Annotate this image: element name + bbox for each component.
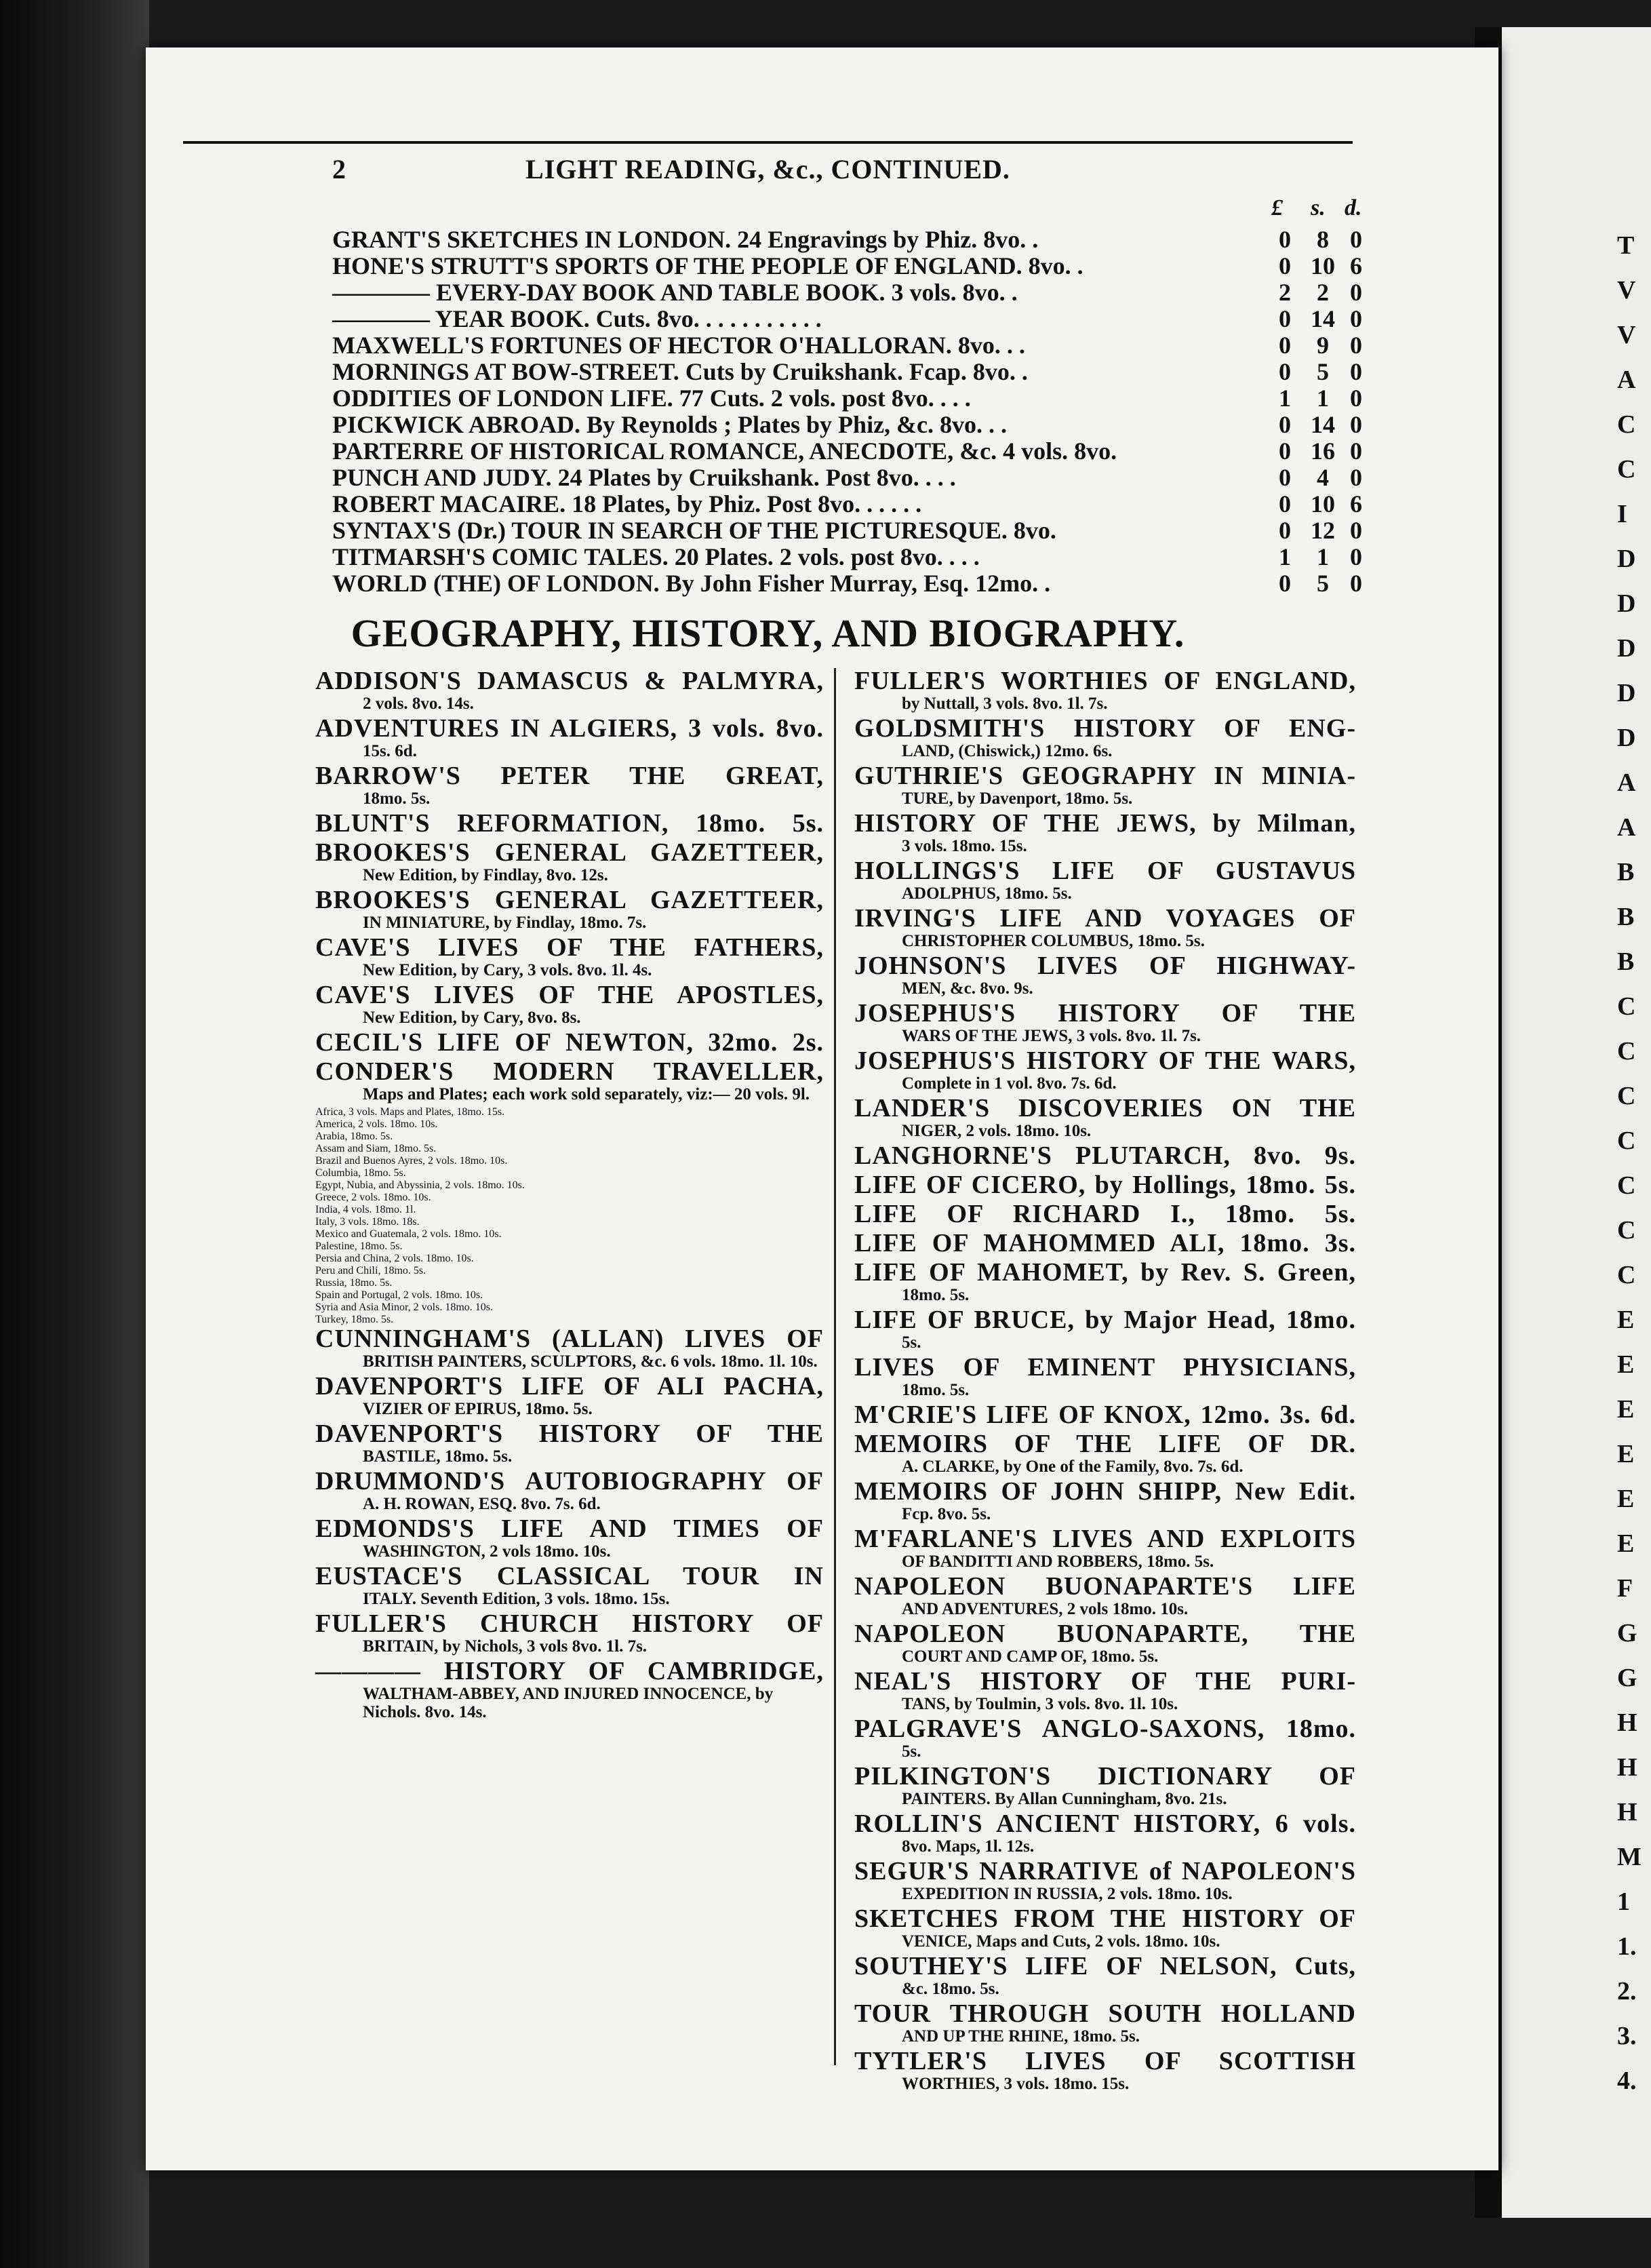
book-title: WORLD (THE) OF LONDON. By John Fisher Murray, Esq. 12mo. .: [332, 570, 1051, 597]
pence-value: 0: [1350, 464, 1362, 491]
entry-title: BLUNT'S REFORMATION, 18mo. 5s.: [315, 809, 824, 838]
entry-title: TOUR THROUGH SOUTH HOLLAND: [854, 1999, 1356, 2028]
entry-title: LANDER'S DISCOVERIES ON THE: [854, 1094, 1356, 1122]
volume-item: Turkey, 18mo. 5s.: [315, 1314, 394, 1325]
entry-detail: WALTHAM-ABBEY, AND INJURED INNOCENCE, by Nichols. 8vo. 14s.: [363, 1685, 774, 1721]
pence-value: 0: [1350, 279, 1362, 306]
cropped-letter: E: [1617, 1350, 1635, 1379]
cropped-letter: C: [1617, 992, 1636, 1021]
page-number: 2: [332, 154, 346, 184]
shillings-value: 1: [1317, 385, 1329, 412]
cropped-letter: D: [1617, 724, 1636, 752]
catalogue-entry: [315, 1421, 824, 1466]
entry-title: IRVING'S LIFE AND VOYAGES OF: [854, 904, 1356, 933]
shillings-value: 1: [1317, 543, 1329, 570]
entry-detail: 5s.: [902, 1333, 921, 1352]
catalogue-entry: [315, 1373, 824, 1418]
entry-detail: A. CLARKE, by One of the Family, 8vo. 7s. 6d.: [902, 1458, 1244, 1476]
cropped-letter: D: [1617, 589, 1636, 618]
entry-detail: New Edition, by Cary, 3 vols. 8vo. 1l. 4s.: [363, 961, 652, 979]
volume-item: Brazil and Buenos Ayres, 2 vols. 18mo. 10s.: [315, 1155, 508, 1167]
catalogue-entry: [854, 1307, 1356, 1352]
catalogue-entry: [315, 1516, 824, 1561]
left-column: [315, 668, 824, 1724]
volume-item: Palestine, 18mo. 5s.: [315, 1240, 403, 1252]
catalogue-entry: [315, 1658, 824, 1721]
entry-detail: 8vo. Maps, 1l. 12s.: [902, 1837, 1035, 1856]
cropped-letter: T: [1617, 231, 1635, 260]
catalogue-entry: [854, 1526, 1356, 1571]
cropped-letter: 3.: [1617, 2022, 1637, 2050]
cropped-letter: F: [1617, 1574, 1633, 1603]
pounds-value: 0: [1279, 252, 1291, 279]
price-list-row: [332, 357, 1363, 385]
cropped-letter: E: [1617, 1485, 1635, 1513]
entry-title: BROOKES'S GENERAL GAZETTEER,: [315, 886, 824, 914]
cropped-letter: E: [1617, 1529, 1635, 1558]
volume-item: Arabia, 18mo. 5s.: [315, 1131, 393, 1142]
pence-value: 0: [1350, 332, 1362, 359]
catalogue-entry: [315, 840, 824, 884]
entry-detail: LAND, (Chiswick,) 12mo. 6s.: [902, 742, 1113, 760]
entry-title: EUSTACE'S CLASSICAL TOUR IN: [315, 1562, 824, 1590]
volume-item: Columbia, 18mo. 5s.: [315, 1167, 406, 1179]
catalogue-entry: [854, 1573, 1356, 1618]
pence-value: 0: [1350, 517, 1362, 544]
shillings-value: 4: [1317, 464, 1329, 491]
entry-title: ———— HISTORY OF CAMBRIDGE,: [315, 1657, 824, 1685]
entry-title: BROOKES'S GENERAL GAZETTEER,: [315, 838, 824, 867]
entry-title: HISTORY OF THE JEWS, by Milman,: [854, 809, 1356, 838]
catalogue-entry: [854, 2048, 1356, 2093]
book-title: ———— EVERY-DAY BOOK AND TABLE BOOK. 3 vols. 8vo. .: [332, 279, 1018, 306]
cropped-letter: A: [1617, 366, 1636, 394]
entry-detail: PAINTERS. By Allan Cunningham, 8vo. 21s.: [902, 1790, 1227, 1808]
entry-detail: 18mo. 5s.: [902, 1381, 970, 1399]
price-list-row: [332, 384, 1363, 412]
entry-title: LIFE OF RICHARD I., 18mo. 5s.: [854, 1200, 1356, 1228]
shillings-value: 8: [1317, 226, 1329, 253]
price-list-row: [332, 437, 1363, 465]
cropped-letter: H: [1617, 1753, 1637, 1782]
cropped-letter: E: [1617, 1440, 1635, 1468]
entry-title: CUNNINGHAM'S (ALLAN) LIVES OF: [315, 1325, 824, 1353]
price-list-row: [332, 410, 1363, 438]
pence-value: 0: [1350, 226, 1362, 253]
entry-title: LIVES OF EMINENT PHYSICIANS,: [854, 1353, 1356, 1382]
entry-title: GOLDSMITH'S HISTORY OF ENG-: [854, 714, 1356, 743]
pounds-value: 0: [1279, 332, 1291, 359]
catalogue-entry: [854, 1953, 1356, 1998]
entry-title: BARROW'S PETER THE GREAT,: [315, 762, 824, 790]
book-title: TITMARSH'S COMIC TALES. 20 Plates. 2 vols. post 8vo. . . .: [332, 543, 980, 570]
catalogue-entry: [854, 763, 1356, 808]
entry-detail: Complete in 1 vol. 8vo. 7s. 6d.: [902, 1074, 1117, 1093]
pounds-value: 0: [1279, 226, 1291, 253]
entry-title: LIFE OF MAHOMET, by Rev. S. Green,: [854, 1258, 1356, 1287]
price-list-row: [332, 278, 1363, 306]
entry-detail: 15s. 6d.: [363, 742, 417, 760]
entry-title: MEMOIRS OF THE LIFE OF DR.: [854, 1430, 1356, 1458]
volume-item: Assam and Siam, 18mo. 5s.: [315, 1143, 437, 1154]
catalogue-entry: [854, 1095, 1356, 1140]
header-rule: [183, 141, 1353, 144]
entry-detail: BRITISH PAINTERS, SCULPTORS, &c. 6 vols. 18mo. 1l. 10s.: [363, 1352, 818, 1371]
entry-title: CONDER'S MODERN TRAVELLER,: [315, 1057, 824, 1086]
entry-detail: New Edition, by Cary, 8vo. 8s.: [363, 1009, 581, 1027]
catalogue-entry: [315, 935, 824, 979]
pence-value: 0: [1350, 358, 1362, 385]
book-title: MAXWELL'S FORTUNES OF HECTOR O'HALLORAN. 8vo. . .: [332, 332, 1025, 359]
shillings-value: 14: [1311, 305, 1335, 332]
cropped-letter: C: [1617, 1127, 1636, 1155]
right-column: [854, 668, 1356, 2096]
catalogue-entry: [315, 763, 824, 808]
entry-detail: EXPEDITION IN RUSSIA, 2 vols. 18mo. 10s.: [902, 1885, 1233, 1903]
catalogue-entry: [315, 1059, 824, 1103]
catalogue-entry: [854, 668, 1356, 713]
book-title: ODDITIES OF LONDON LIFE. 77 Cuts. 2 vols. post 8vo. . . .: [332, 385, 971, 412]
entry-title: SKETCHES FROM THE HISTORY OF: [854, 1904, 1356, 1933]
entry-title: CAVE'S LIVES OF THE APOSTLES,: [315, 981, 824, 1009]
pounds-value: 0: [1279, 358, 1291, 385]
book-title: PICKWICK ABROAD. By Reynolds ; Plates by Phiz, &c. 8vo. . .: [332, 411, 1008, 438]
entry-detail: 18mo. 5s.: [363, 789, 431, 808]
pounds-value: 0: [1279, 411, 1291, 438]
cropped-letter: 4.: [1617, 2067, 1637, 2095]
pounds-column-header: £: [1271, 195, 1283, 220]
catalogue-entry: [854, 1763, 1356, 1808]
entry-detail: Fcp. 8vo. 5s.: [902, 1505, 991, 1523]
cropped-letter: C: [1617, 1216, 1636, 1245]
entry-detail: BASTILE, 18mo. 5s.: [363, 1447, 513, 1466]
entry-detail: WORTHIES, 3 vols. 18mo. 15s.: [902, 2075, 1130, 2093]
entry-title: M'FARLANE'S LIVES AND EXPLOITS: [854, 1525, 1356, 1553]
cropped-letter: E: [1617, 1306, 1635, 1334]
entry-title: LANGHORNE'S PLUTARCH, 8vo. 9s.: [854, 1141, 1356, 1170]
entry-title: SOUTHEY'S LIFE OF NELSON, Cuts,: [854, 1952, 1356, 1980]
shillings-column-header: s.: [1311, 195, 1326, 220]
entry-detail: MEN, &c. 8vo. 9s.: [902, 979, 1033, 998]
entry-title: SEGUR'S NARRATIVE of NAPOLEON'S: [854, 1857, 1356, 1885]
section-heading: GEOGRAPHY, HISTORY, AND BIOGRAPHY.: [351, 611, 1185, 655]
entry-title: NEAL'S HISTORY OF THE PURI-: [854, 1667, 1356, 1696]
entry-title: EDMONDS'S LIFE AND TIMES OF: [315, 1514, 824, 1543]
entry-title: NAPOLEON BUONAPARTE'S LIFE: [854, 1572, 1356, 1601]
catalogue-entry: [315, 1030, 824, 1056]
adjacent-page-edge: [1475, 27, 1651, 2218]
catalogue-entry: [315, 982, 824, 1027]
entry-detail: VENICE, Maps and Cuts, 2 vols. 18mo. 10s.: [902, 1932, 1220, 1951]
catalogue-entry: [854, 858, 1356, 903]
cropped-letter: C: [1617, 1082, 1636, 1110]
cropped-letter: E: [1617, 1395, 1635, 1424]
entry-title: NAPOLEON BUONAPARTE, THE: [854, 1620, 1356, 1648]
entry-detail: AND UP THE RHINE, 18mo. 5s.: [902, 2027, 1140, 2046]
price-list-row: [332, 490, 1363, 517]
entry-title: JOSEPHUS'S HISTORY OF THE WARS,: [854, 1047, 1356, 1075]
cropped-letter: G: [1617, 1664, 1637, 1692]
price-list-row: [332, 305, 1363, 332]
shillings-value: 12: [1311, 517, 1335, 544]
entry-detail: BRITAIN, by Nichols, 3 vols 8vo. 1l. 7s.: [363, 1637, 648, 1656]
cropped-letter: H: [1617, 1798, 1637, 1826]
catalogue-entry: [315, 1611, 824, 1656]
volume-item: India, 4 vols. 18mo. 1l.: [315, 1204, 416, 1215]
scan-frame: [0, 0, 149, 2268]
cropped-letter: D: [1617, 545, 1636, 573]
entry-detail: ADOLPHUS, 18mo. 5s.: [902, 884, 1072, 903]
catalogue-entry: [315, 810, 824, 837]
pence-value: 0: [1350, 543, 1362, 570]
volume-item: Egypt, Nubia, and Abyssinia, 2 vols. 18mo. 10s.: [315, 1179, 525, 1191]
entry-detail: COURT AND CAMP OF, 18mo. 5s.: [902, 1647, 1159, 1666]
book-title: PUNCH AND JUDY. 24 Plates by Cruikshank. Post 8vo. . . .: [332, 464, 956, 491]
entry-title: LIFE OF MAHOMMED ALI, 18mo. 3s.: [854, 1229, 1356, 1257]
catalogue-entry: [854, 1479, 1356, 1523]
book-title: ———— YEAR BOOK. Cuts. 8vo. . . . . . . . . . .: [332, 305, 822, 332]
pence-value: 6: [1350, 490, 1362, 517]
price-list-row: [332, 543, 1363, 570]
cropped-letter: B: [1617, 903, 1635, 931]
book-title: MORNINGS AT BOW-STREET. Cuts by Cruikshank. Fcap. 8vo. .: [332, 358, 1028, 385]
cropped-letter: V: [1617, 276, 1636, 305]
catalogue-entry: [854, 1354, 1356, 1399]
volume-item: Italy, 3 vols. 18mo. 18s.: [315, 1216, 420, 1228]
cropped-letter: H: [1617, 1708, 1637, 1737]
pence-value: 0: [1350, 437, 1362, 465]
pounds-value: 0: [1279, 464, 1291, 491]
catalogue-entry: [315, 1468, 824, 1513]
entry-title: FULLER'S CHURCH HISTORY OF: [315, 1609, 824, 1638]
entry-title: DAVENPORT'S LIFE OF ALI PACHA,: [315, 1372, 824, 1401]
price-list-row: [332, 331, 1363, 359]
price-list-row: [332, 225, 1363, 253]
volume-item: America, 2 vols. 18mo. 10s.: [315, 1118, 438, 1130]
catalogue-entry: [315, 668, 824, 713]
entry-detail: TANS, by Toulmin, 3 vols. 8vo. 1l. 10s.: [902, 1695, 1178, 1713]
shillings-value: 16: [1311, 437, 1335, 465]
catalogue-entry: [854, 905, 1356, 950]
catalogue-entry: [854, 1172, 1356, 1198]
volume-item: Mexico and Guatemala, 2 vols. 18mo. 10s.: [315, 1228, 502, 1240]
entry-detail: WARS OF THE JEWS, 3 vols. 8vo. 1l. 7s.: [902, 1027, 1201, 1045]
catalogue-entry: [854, 1716, 1356, 1761]
volume-item: Spain and Portugal, 2 vols. 18mo. 10s.: [315, 1289, 483, 1301]
shillings-value: 5: [1317, 358, 1329, 385]
entry-detail: VIZIER OF EPIRUS, 18mo. 5s.: [363, 1400, 593, 1418]
cropped-letter: A: [1617, 813, 1636, 842]
volume-item: Africa, 3 vols. Maps and Plates, 18mo. 15s.: [315, 1106, 505, 1118]
volume-item: Greece, 2 vols. 18mo. 10s.: [315, 1192, 431, 1203]
entry-title: FULLER'S WORTHIES OF ENGLAND,: [854, 667, 1356, 695]
price-list-row: [332, 516, 1363, 544]
pounds-value: 2: [1279, 279, 1291, 306]
entry-title: ADVENTURES IN ALGIERS, 3 vols. 8vo.: [315, 714, 824, 743]
pounds-value: 0: [1279, 517, 1291, 544]
entry-title: JOSEPHUS'S HISTORY OF THE: [854, 999, 1356, 1028]
pence-value: 0: [1350, 570, 1362, 597]
entry-detail: NIGER, 2 vols. 18mo. 10s.: [902, 1122, 1092, 1140]
entry-detail: New Edition, by Findlay, 8vo. 12s.: [363, 866, 608, 884]
volume-item: Peru and Chili, 18mo. 5s.: [315, 1265, 426, 1276]
entry-detail: CHRISTOPHER COLUMBUS, 18mo. 5s.: [902, 932, 1205, 950]
entry-detail: 18mo. 5s.: [902, 1286, 970, 1304]
book-title: HONE'S STRUTT'S SPORTS OF THE PEOPLE OF ENGLAND. 8vo. .: [332, 252, 1083, 279]
pence-column-header: d.: [1345, 195, 1362, 220]
pounds-value: 1: [1279, 543, 1291, 570]
entry-detail: AND ADVENTURES, 2 vols 18mo. 10s.: [902, 1600, 1189, 1618]
entry-detail: TURE, by Davenport, 18mo. 5s.: [902, 789, 1133, 808]
shillings-value: 10: [1311, 490, 1335, 517]
price-list-row: [332, 252, 1363, 279]
catalogue-entry: [315, 887, 824, 932]
entry-title: HOLLINGS'S LIFE OF GUSTAVUS: [854, 857, 1356, 885]
entry-title: JOHNSON'S LIVES OF HIGHWAY-: [854, 952, 1356, 980]
catalogue-entry: [315, 716, 824, 760]
cropped-letter: C: [1617, 410, 1636, 439]
volume-item: Russia, 18mo. 5s.: [315, 1277, 393, 1289]
pence-value: 0: [1350, 305, 1362, 332]
entry-title: MEMOIRS OF JOHN SHIPP, New Edit.: [854, 1477, 1356, 1506]
cropped-letter: C: [1617, 455, 1636, 484]
entry-title: ADDISON'S DAMASCUS & PALMYRA,: [315, 667, 824, 695]
volume-item: Persia and China, 2 vols. 18mo. 10s.: [315, 1253, 474, 1264]
cropped-letter: D: [1617, 634, 1636, 663]
entry-detail: IN MINIATURE, by Findlay, 18mo. 7s.: [363, 914, 647, 932]
pounds-value: 0: [1279, 490, 1291, 517]
catalogue-entry: [854, 1000, 1356, 1045]
book-title: ROBERT MACAIRE. 18 Plates, by Phiz. Post 8vo. . . . . .: [332, 490, 922, 517]
entry-title: TYTLER'S LIVES OF SCOTTISH: [854, 2047, 1356, 2075]
price-list-row: [332, 569, 1363, 597]
entry-detail: WASHINGTON, 2 vols 18mo. 10s.: [363, 1542, 611, 1561]
catalogue-entry: [854, 810, 1356, 855]
entry-detail: OF BANDITTI AND ROBBERS, 18mo. 5s.: [902, 1552, 1214, 1571]
book-title: SYNTAX'S (Dr.) TOUR IN SEARCH OF THE PICTURESQUE. 8vo.: [332, 517, 1056, 544]
pence-value: 6: [1350, 252, 1362, 279]
entry-detail: by Nuttall, 3 vols. 8vo. 1l. 7s.: [902, 695, 1108, 713]
shillings-value: 9: [1317, 332, 1329, 359]
entry-title: ROLLIN'S ANCIENT HISTORY, 6 vols.: [854, 1810, 1356, 1838]
column-divider: [834, 668, 836, 2065]
book-title: GRANT'S SKETCHES IN LONDON. 24 Engravings by Phiz. 8vo. .: [332, 226, 1039, 253]
pounds-value: 0: [1279, 305, 1291, 332]
catalogue-entry: [854, 716, 1356, 760]
catalogue-entry: [315, 1326, 824, 1371]
entry-title: GUTHRIE'S GEOGRAPHY IN MINIA-: [854, 762, 1356, 790]
cropped-letter: I: [1617, 500, 1627, 528]
pounds-value: 0: [1279, 570, 1291, 597]
pounds-value: 1: [1279, 385, 1291, 412]
pence-value: 0: [1350, 411, 1362, 438]
catalogue-entry: [854, 1906, 1356, 1951]
book-title: PARTERRE OF HISTORICAL ROMANCE, ANECDOTE, &c. 4 vols. 8vo.: [332, 437, 1117, 465]
catalogue-entry: [854, 1431, 1356, 1476]
shillings-value: 10: [1311, 252, 1335, 279]
cropped-letter: 1.: [1617, 1932, 1637, 1961]
entry-detail: Maps and Plates; each work sold separately, viz:— 20 vols. 9l.: [363, 1085, 810, 1103]
price-list-row: [332, 463, 1363, 491]
entry-detail: &c. 18mo. 5s.: [902, 1980, 999, 1998]
entry-title: M'CRIE'S LIFE OF KNOX, 12mo. 3s. 6d.: [854, 1401, 1356, 1429]
cropped-letter: 2.: [1617, 1977, 1637, 2006]
entry-title: PILKINGTON'S DICTIONARY OF: [854, 1762, 1356, 1791]
entry-title: DAVENPORT'S HISTORY OF THE: [315, 1420, 824, 1448]
catalogue-entry: [854, 2001, 1356, 2046]
cropped-letter: G: [1617, 1619, 1637, 1647]
entry-detail: ITALY. Seventh Edition, 3 vols. 18mo. 15s.: [363, 1590, 670, 1608]
shillings-value: 2: [1317, 279, 1329, 306]
entry-title: LIFE OF BRUCE, by Major Head, 18mo.: [854, 1306, 1356, 1334]
entry-title: CAVE'S LIVES OF THE FATHERS,: [315, 933, 824, 962]
volume-item: Syria and Asia Minor, 2 vols. 18mo. 10s.: [315, 1302, 494, 1313]
cropped-letter: V: [1617, 321, 1636, 349]
entry-detail: 2 vols. 8vo. 14s.: [363, 695, 474, 713]
catalogue-entry: [854, 1621, 1356, 1666]
cropped-letter: M: [1617, 1843, 1642, 1871]
entry-title: PALGRAVE'S ANGLO-SAXONS, 18mo.: [854, 1715, 1356, 1743]
catalogue-entry: [854, 1230, 1356, 1257]
catalogue-entry: [854, 953, 1356, 998]
shillings-value: 14: [1311, 411, 1335, 438]
entry-title: CECIL'S LIFE OF NEWTON, 32mo. 2s.: [315, 1028, 824, 1057]
cropped-letter: A: [1617, 768, 1636, 797]
cropped-letter: C: [1617, 1037, 1636, 1065]
entry-title: LIFE OF CICERO, by Hollings, 18mo. 5s.: [854, 1171, 1356, 1199]
shillings-value: 5: [1317, 570, 1329, 597]
catalogue-entry: [854, 1402, 1356, 1428]
catalogue-entry: [854, 1201, 1356, 1228]
running-title: LIGHT READING, &c., CONTINUED.: [525, 154, 1010, 184]
entry-detail: 3 vols. 18mo. 15s.: [902, 837, 1027, 855]
catalogue-entry: [315, 1563, 824, 1608]
cropped-letter: B: [1617, 858, 1635, 886]
catalogue-entry: [854, 1048, 1356, 1093]
entry-detail: 5s.: [902, 1742, 921, 1761]
entry-title: DRUMMOND'S AUTOBIOGRAPHY OF: [315, 1467, 824, 1495]
cropped-letter: D: [1617, 679, 1636, 707]
entry-detail: A. H. ROWAN, ESQ. 8vo. 7s. 6d.: [363, 1495, 601, 1513]
catalogue-entry: [854, 1811, 1356, 1856]
cropped-letter: C: [1617, 1171, 1636, 1200]
pence-value: 0: [1350, 385, 1362, 412]
catalogue-entry: [854, 1668, 1356, 1713]
pounds-value: 0: [1279, 437, 1291, 465]
catalogue-entry: [854, 1259, 1356, 1304]
cropped-letter: C: [1617, 1261, 1636, 1289]
catalogue-entry: [854, 1858, 1356, 1903]
cropped-letter: B: [1617, 947, 1635, 976]
cropped-letter: 1: [1617, 1888, 1630, 1916]
conder-volume-list: [315, 1106, 824, 1326]
catalogue-entry: [854, 1143, 1356, 1169]
